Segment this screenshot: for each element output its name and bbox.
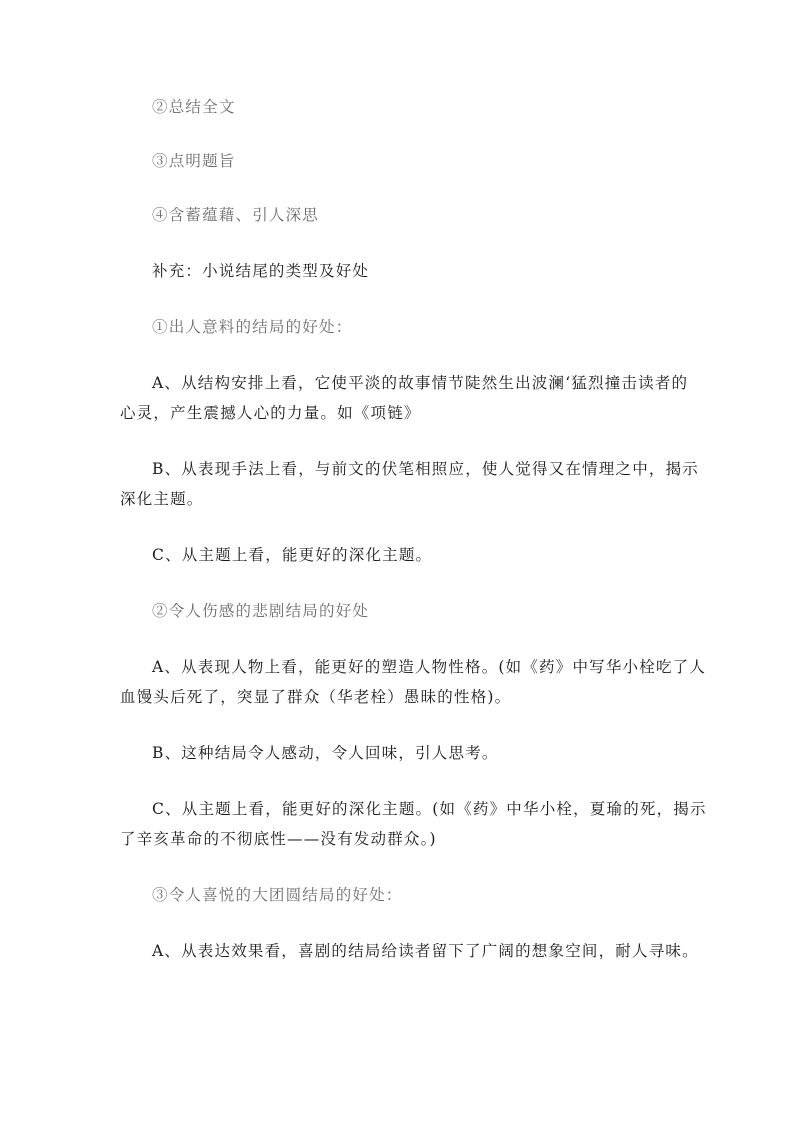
point-theme-text: ③点明题旨 bbox=[152, 152, 236, 170]
tragic-a-line1: A、从表现人物上看，能更好的塑造人物性格。(如《药》中写华小栓吃了人 bbox=[152, 658, 707, 676]
unexpected-a-line1: A、从结构安排上看，它使平淡的故事情节陡然生出波澜‘猛烈撞击读者的 bbox=[152, 374, 689, 392]
unexpected-b-line1: B、从表现手法上看，与前文的伏笔相照应，使人觉得又在情理之中，揭示 bbox=[152, 460, 699, 478]
unexpected-b-line2: 深化主题。 bbox=[120, 490, 204, 508]
section-tragic-heading: ②令人伤感的悲剧结局的好处 bbox=[152, 602, 370, 620]
tragic-c-line2: 了辛亥革命的不彻底性——没有发动群众。) bbox=[120, 830, 437, 848]
point-summarize-text: ②总结全文 bbox=[152, 98, 236, 116]
happy-a-text: A、从表达效果看，喜剧的结局给读者留下了广阔的想象空间，耐人寻味。 bbox=[152, 942, 699, 960]
tragic-a-line2: 血馒头后死了，突显了群众（华老栓）愚昧的性格)。 bbox=[120, 688, 512, 706]
unexpected-c-text: C、从主题上看，能更好的深化主题。 bbox=[152, 546, 433, 564]
section-unexpected-heading: ①出人意料的结局的好处： bbox=[152, 318, 353, 336]
point-implicit-text: ④含蓄蕴藉、引人深思 bbox=[152, 206, 320, 224]
unexpected-a-line2: 心灵，产生震撼人心的力量。如《项链》 bbox=[120, 404, 421, 422]
tragic-c-line1: C、从主题上看，能更好的深化主题。(如《药》中华小栓，夏瑜的死，揭示 bbox=[152, 800, 707, 818]
supplement-heading: 补充：小说结尾的类型及好处 bbox=[152, 262, 370, 280]
tragic-b-text: B、这种结局令人感动，令人回味，引人思考。 bbox=[152, 744, 499, 762]
section-happy-heading: ③令人喜悦的大团圆结局的好处： bbox=[152, 886, 403, 904]
